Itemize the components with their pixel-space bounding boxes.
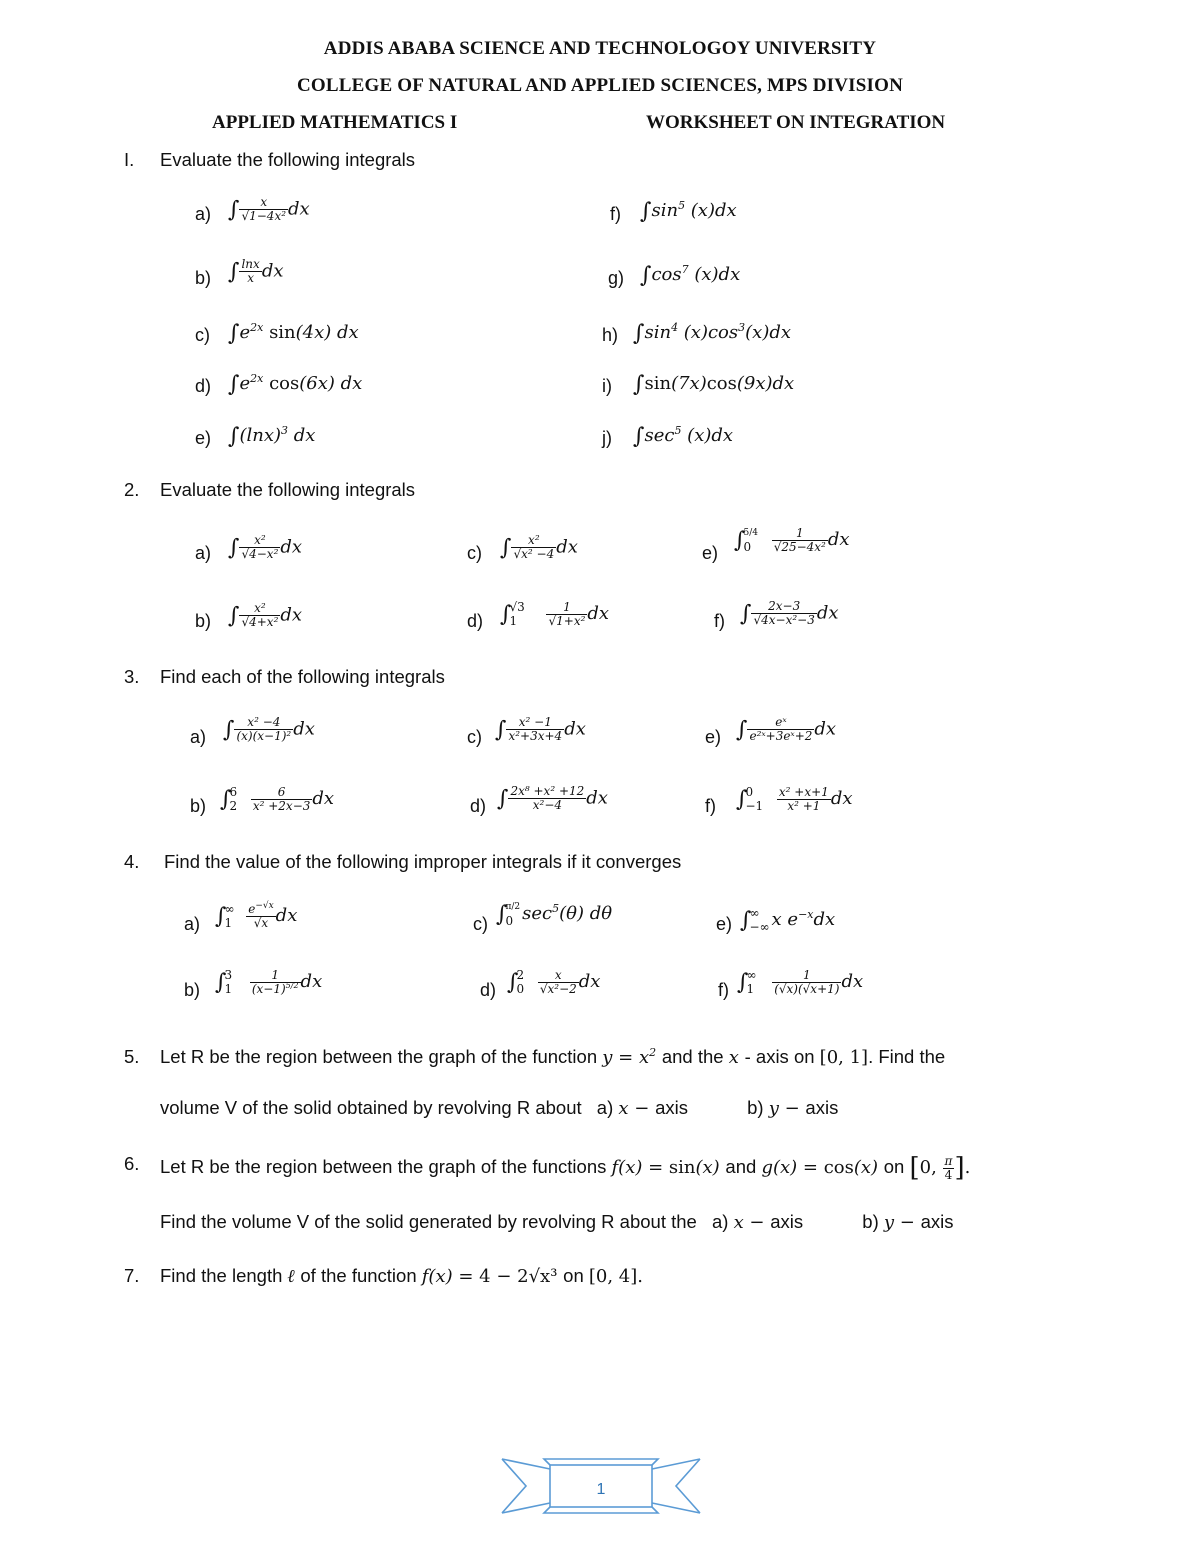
q4c-integral: ∫ π/2 0 $\sec^5(\theta)$ dθ (496, 902, 613, 928)
q7-interval: [0, 4]. (588, 1266, 644, 1287)
q1c-integral: $\int e^{2x}$ sin(4x) dx (228, 321, 359, 346)
q7-text2: of the function (300, 1265, 417, 1286)
q2c-label: c) (467, 543, 482, 563)
q2f-integral: ∫ $\frac{2x-3}{\text{√4x−x²−3}}$ dx (740, 599, 839, 627)
q2c-integral: ∫ $\frac{\text{x²}}{\text{√x² −4}}$ dx (500, 533, 578, 561)
q5-text1: Let R be the region between the graph of the function (160, 1046, 598, 1067)
q2b-label: b) (195, 611, 212, 631)
q7-text3: on (563, 1265, 584, 1286)
q6-text1: Let R be the region between the graph of the functions (160, 1156, 607, 1177)
q6-line2: Find the volume V of the solid generated by revolving R about the a) x − axis b) y − axis (160, 1211, 954, 1233)
q3f-integral: ∫ 0 −1 $\frac{\text{x² +x+1}}{\text{x² +1}}$ dx (736, 784, 853, 813)
q3e-integral: ∫ $\frac{\text{eˣ}}{\text{e²ˣ+3eˣ+2}}$ dx (736, 715, 837, 743)
q5-text3: - axis on (744, 1046, 815, 1067)
q7-function: f(x) = 4 − 2√x³ (421, 1266, 558, 1287)
q1g-integral: $\int\cos^7$ (x)dx (640, 263, 741, 288)
q6-text4: Find the volume V of the solid generated by revolving R about the (160, 1211, 697, 1232)
q5-opt-b: b) (747, 1097, 764, 1118)
q6-interval: [0, $\frac{\pi}{4}$ ]. (909, 1153, 971, 1183)
course-title: APPLIED MATHEMATICS I (212, 112, 458, 133)
q5-function: $y = x^2$ (602, 1046, 657, 1068)
q7-line: Find the length ℓ of the function f(x) = 4 − 2√x³ on [0, 4]. (160, 1265, 644, 1287)
q5-axis-b: axis (805, 1097, 839, 1118)
q1i-label: i) (602, 376, 612, 396)
q3a-integral: ∫ $\frac{\text{x² −4}}{\text{(x)(x−1)²}}$ dx (223, 715, 315, 743)
q2-number: 2. (124, 479, 140, 500)
q4-prompt: Find the value of the following improper integrals if it converges (164, 851, 682, 872)
q1f-integral: $\int\sin^5$ (x)dx (640, 199, 737, 224)
q5-opt-a: a) (596, 1097, 614, 1118)
q4c-label: c) (473, 914, 488, 934)
q1h-label: h) (602, 325, 619, 345)
q1h-integral: $\int\sin^4$ $(x)\cos^3(x)dx$ (633, 321, 792, 346)
q5-text4: . Find the (868, 1046, 946, 1067)
q3e-label: e) (705, 727, 722, 747)
q5-line2: volume V of the solid obtained by revolving R about a) x − axis b) y − axis (160, 1097, 839, 1119)
q1i-integral: ∫sin(7x)cos(9x)dx (633, 372, 795, 397)
q4e-label: e) (716, 914, 733, 934)
q1e-label: e) (195, 428, 212, 448)
q1j-label: j) (602, 428, 612, 448)
q4b-integral: ∫ 3 1 $\frac{1}{(x-1)^{5/2}}$ dx (215, 967, 323, 996)
q3c-label: c) (467, 727, 482, 747)
q1f-label: f) (610, 204, 621, 224)
q7-number: 7. (124, 1265, 140, 1286)
q1b-integral: ∫ $\frac{\ln x}{x}$ dx (228, 257, 284, 285)
q3-number: 3. (124, 666, 140, 687)
q2b-integral: ∫ $\frac{\text{x²}}{\text{√4+x²}}$ dx (228, 601, 303, 629)
q4a-label: a) (184, 914, 201, 934)
q3a-label: a) (190, 727, 207, 747)
q6-axis-a: axis (770, 1211, 804, 1232)
q3c-integral: ∫ $\frac{\text{x² −1}}{\text{x²+3x+4}}$ dx (495, 715, 586, 743)
q3d-integral: ∫ $\frac{\text{2x⁸ +x² +12}}{\text{x²−4}}$ dx (497, 784, 608, 812)
q6-line1: Let R be the region between the graph of the functions f(x) = sin(x) and g(x) = cos(x) on [0, $\frac{\pi}{4}$ ]. (160, 1153, 971, 1183)
q5-axis-a: axis (655, 1097, 688, 1118)
q5-text5: volume V of the solid obtained by revolving R about (160, 1097, 582, 1118)
q5-interval: [0, 1] (819, 1047, 869, 1068)
q4d-label: d) (480, 980, 497, 1000)
q2d-integral: ∫ √3 1 $\frac{1}{\text{√1+x²}}$ dx (500, 599, 610, 628)
page-number-ornament (500, 1455, 702, 1517)
q1g-label: g) (608, 268, 625, 288)
q3-prompt: Find each of the following integrals (160, 666, 445, 687)
q4f-integral: ∫ ∞ 1 $\frac{1}{(√x)(√x+1)}$ dx (737, 967, 864, 996)
q4-number: 4. (124, 851, 140, 872)
q1e-integral: $\int(\ln x)^3$ dx (228, 424, 316, 449)
q3b-label: b) (190, 796, 207, 816)
q1d-label: d) (195, 376, 212, 396)
q1d-integral: $\int e^{2x}$ cos(6x) dx (228, 372, 363, 397)
q1a-integral: ∫ $\frac{x}{\text{√1−4x²}}$ dx (228, 195, 310, 223)
q2a-label: a) (195, 543, 212, 563)
q1b-label: b) (195, 268, 212, 288)
q6-number: 6. (124, 1153, 140, 1174)
q2f-label: f) (714, 611, 725, 631)
university-title: ADDIS ABABA SCIENCE AND TECHNOLOGOY UNIVERSITY (323, 38, 877, 59)
q1-number: I. (124, 149, 135, 170)
q6-opt-b: b) (862, 1211, 879, 1232)
q2d-label: d) (467, 611, 484, 631)
q5-number: 5. (124, 1046, 140, 1067)
q4b-label: b) (184, 980, 201, 1000)
q2e-integral: ∫ 5/4 0 $\frac{1}{\text{√25−4x²}}$ dx (734, 525, 850, 554)
q3b-integral: ∫ 6 2 $\frac{6}{\text{x² +2x−3}}$ dx (220, 784, 335, 813)
q2-prompt: Evaluate the following integrals (160, 479, 416, 500)
q6-opt-a: a) (711, 1211, 729, 1232)
q6-axis-b: axis (920, 1211, 954, 1232)
q1a-label: a) (195, 204, 212, 224)
q5-line1: Let R be the region between the graph of the function $y = x^2$ and the x - axis on [0, 1]. Find the (160, 1046, 946, 1068)
q4f-label: f) (718, 980, 729, 1000)
q6-text2: and (725, 1156, 757, 1177)
q6-text3: on (883, 1156, 905, 1177)
q4d-integral: ∫ 2 0 $\frac{x}{\text{√x²−2}}$ dx (507, 967, 601, 996)
q7-text1: Find the length (160, 1265, 283, 1286)
q4e-integral: ∫ ∞ −∞ x $e^{-x}dx$ (740, 906, 836, 934)
q1c-label: c) (195, 325, 210, 345)
q1j-integral: $\int\sec^5$ (x)dx (633, 424, 734, 449)
q3f-label: f) (705, 796, 716, 816)
q2a-integral: ∫ $\frac{\text{x²}}{\text{√4−x²}}$ dx (228, 533, 303, 561)
worksheet-title: WORKSHEET ON INTEGRATION (646, 112, 946, 133)
page-number: 1 (596, 1481, 606, 1498)
q1-prompt: Evaluate the following integrals (160, 149, 416, 170)
q5-text2: and the (661, 1046, 724, 1067)
q4a-integral: ∫ ∞ 1 $\frac{e^{-√x}}{√x}$ dx (215, 900, 298, 930)
q3d-label: d) (470, 796, 487, 816)
q2e-label: e) (702, 543, 719, 563)
college-title: COLLEGE OF NATURAL AND APPLIED SCIENCES, MPS DIVISION (296, 75, 904, 96)
